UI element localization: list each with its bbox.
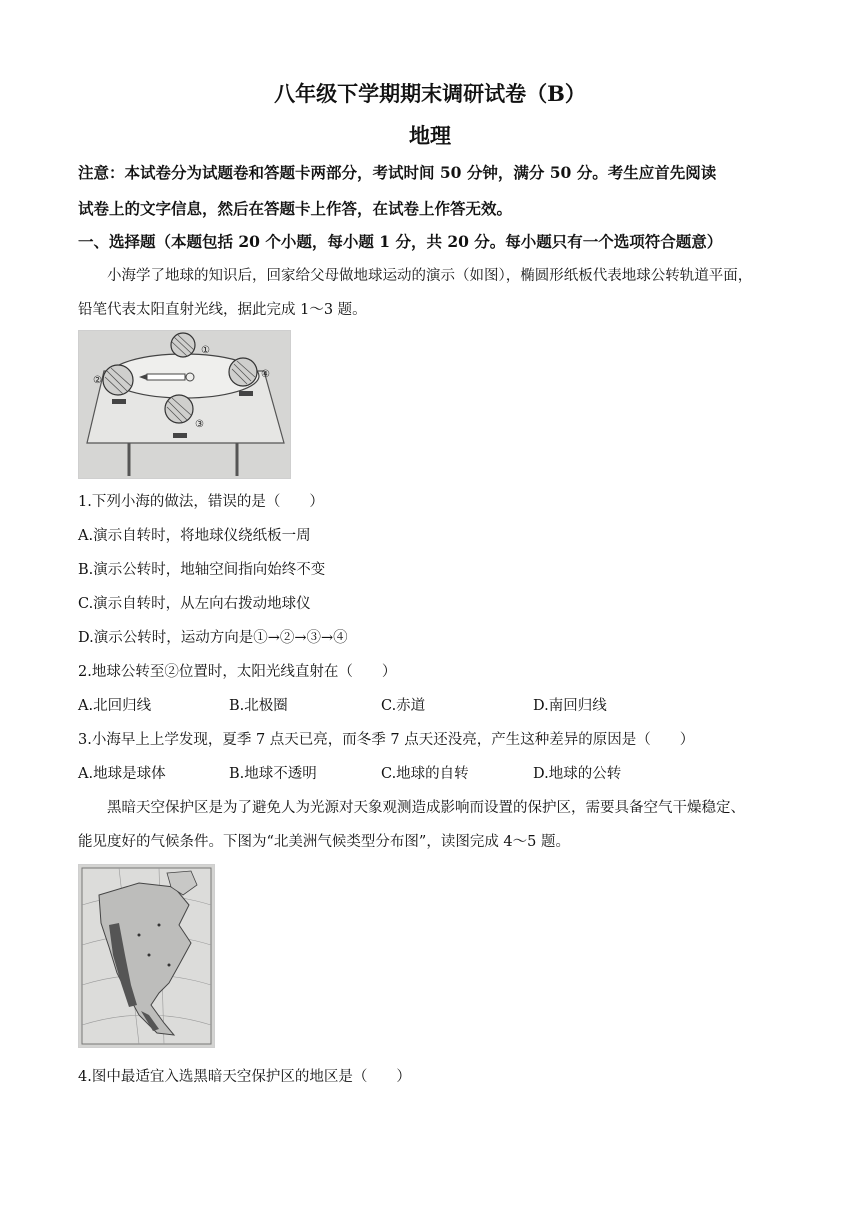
north-america-climate-map (78, 864, 215, 1048)
label-2: ② (93, 375, 102, 386)
q2-option-b: B.北极圈 (229, 698, 288, 714)
earth-revolution-demo-figure (78, 330, 291, 479)
q1-option-c: C.演示自转时，从左向右拨动地球仪 (78, 596, 311, 612)
demo-illustration (79, 331, 290, 478)
q1-option-d: D.演示公转时，运动方向是①→②→③→④ (78, 630, 348, 646)
label-3: ③ (195, 419, 204, 430)
q3-option-c: C.地球的自转 (381, 766, 469, 782)
q3-option-a: A.地球是球体 (78, 766, 166, 782)
q3-option-d: D.地球的公转 (533, 766, 622, 782)
exam-title: 八年级下学期期末调研试卷（B） (274, 81, 586, 106)
notice-line-2: 试卷上的文字信息，然后在答题卡上作答，在试卷上作答无效。 (78, 199, 513, 218)
q4-stem: 4.图中最适宜入选黑暗天空保护区的地区是（ ） (78, 1069, 411, 1085)
q2-option-a: A.北回归线 (78, 698, 152, 714)
passage-1-line-2: 铅笔代表太阳直射光线，据此完成 1～3 题。 (78, 302, 367, 318)
q1-option-a: A.演示自转时，将地球仪绕纸板一周 (78, 528, 311, 544)
label-1: ① (201, 345, 210, 356)
passage-1-line-1: 小海学了地球的知识后，回家给父母做地球运动的演示（如图），椭圆形纸板代表地球公转轨道平面， (107, 268, 753, 284)
globe-1 (171, 333, 195, 357)
q2-option-c: C.赤道 (381, 698, 426, 714)
notice-line-1: 注意：本试卷分为试题卷和答题卡两部分，考试时间 50 分钟，满分 50 分。考生应首先阅读 (78, 163, 717, 182)
passage-2-line-2: 能见度好的气候条件。下图为“北美洲气候类型分布图”，读图完成 4～5 题。 (78, 834, 570, 850)
label-4: ④ (261, 369, 270, 380)
passage-2-line-1: 黑暗天空保护区是为了避免人为光源对天象观测造成影响而设置的保护区，需要具备空气干燥稳定、 (107, 800, 745, 816)
climate-map-illustration (79, 865, 214, 1047)
q1-stem: 1.下列小海的做法，错误的是（ ） (78, 494, 324, 510)
q3-stem: 3.小海早上上学发现，夏季 7 点天已亮，而冬季 7 点天还没亮，产生这种差异的原因是（ ） (78, 732, 695, 748)
q1-option-b: B.演示公转时，地轴空间指向始终不变 (78, 562, 326, 578)
q2-stem: 2.地球公转至②位置时，太阳光线直射在（ ） (78, 664, 397, 680)
section-heading: 一、选择题（本题包括 20 个小题，每小题 1 分，共 20 分。每小题只有一个选项符合题意） (78, 232, 723, 251)
subject-title: 地理 (409, 123, 451, 148)
q3-option-b: B.地球不透明 (229, 766, 317, 782)
q2-option-d: D.南回归线 (533, 698, 607, 714)
